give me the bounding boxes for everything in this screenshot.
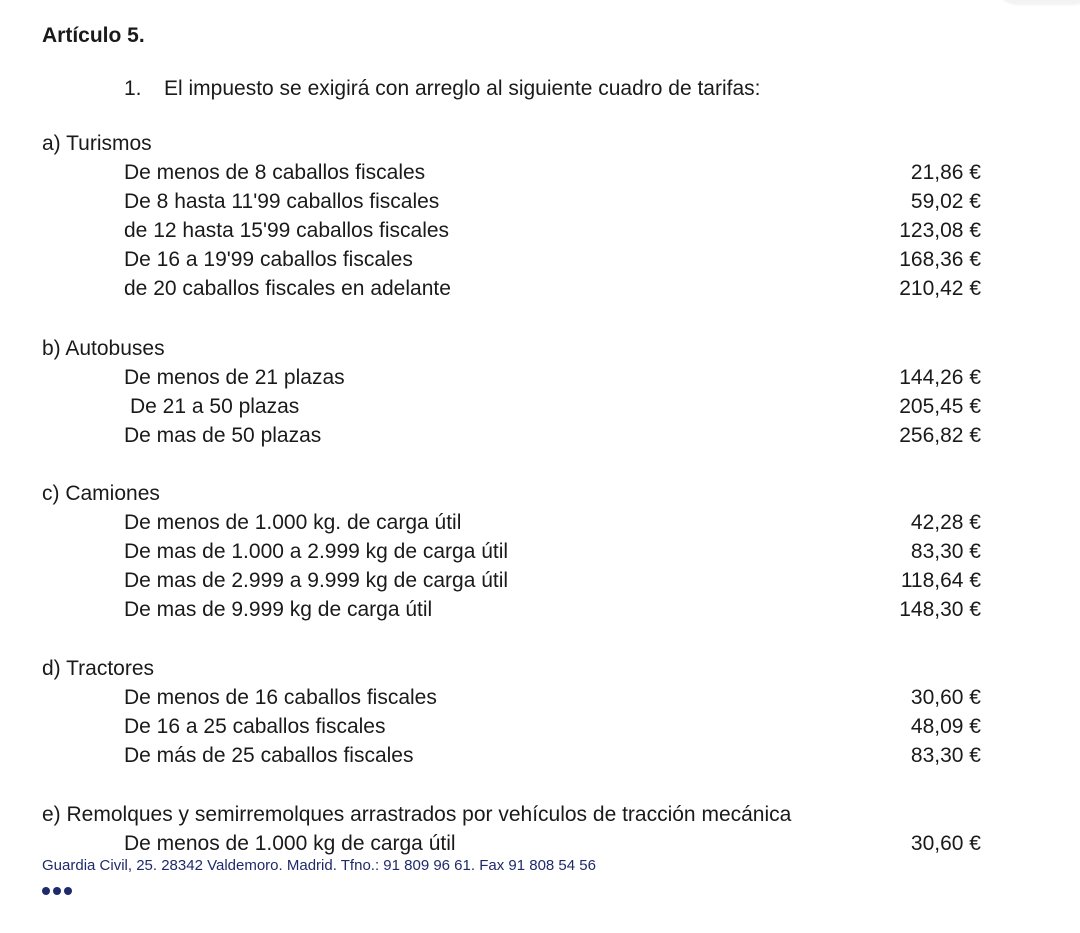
row-price: 30,60 € <box>910 686 981 709</box>
row-label: De mas de 9.999 kg de carga útil <box>124 598 433 621</box>
row-price: 148,30 € <box>899 598 981 621</box>
table-row <box>0 686 1080 715</box>
row-label: De mas de 2.999 a 9.999 kg de carga útil <box>124 569 509 592</box>
table-row <box>0 511 1080 540</box>
ellipsis-dots-icon <box>42 887 72 895</box>
table-row <box>0 744 1080 773</box>
table-row <box>0 540 1080 569</box>
table-row <box>0 424 1080 453</box>
dot <box>42 887 50 895</box>
intro-paragraph <box>124 77 761 101</box>
table-row <box>0 569 1080 598</box>
row-price: 205,45 € <box>899 395 981 418</box>
row-label: De mas de 50 plazas <box>124 424 322 447</box>
row-label: De menos de 8 caballos fiscales <box>124 161 426 184</box>
row-label: De 16 a 25 caballos fiscales <box>124 715 386 738</box>
row-price: 59,02 € <box>910 190 981 213</box>
row-label: De 8 hasta 11'99 caballos fiscales <box>124 190 440 213</box>
intro-text: El impuesto se exigirá con arreglo al siguiente cuadro de tarifas: <box>164 77 761 100</box>
section-heading: a) Turismos <box>42 132 152 155</box>
row-price: 21,86 € <box>910 161 981 184</box>
row-price: 256,82 € <box>899 424 981 447</box>
row-label: De mas de 1.000 a 2.999 kg de carga útil <box>124 540 509 563</box>
table-row <box>0 366 1080 395</box>
row-label: De más de 25 caballos fiscales <box>124 744 414 767</box>
row-label: de 12 hasta 15'99 caballos fiscales <box>124 219 450 242</box>
dot <box>64 887 72 895</box>
table-row <box>0 715 1080 744</box>
row-price: 42,28 € <box>910 511 981 534</box>
section-heading: c) Camiones <box>42 482 160 505</box>
row-price: 30,60 € <box>910 832 981 855</box>
row-price: 144,26 € <box>899 366 981 389</box>
row-label: De menos de 16 caballos fiscales <box>124 686 437 709</box>
row-label: De 16 a 19'99 caballos fiscales <box>124 248 413 271</box>
table-row <box>0 219 1080 248</box>
dot <box>53 887 61 895</box>
footer-address: Guardia Civil, 25. 28342 Valdemoro. Madrid. Tfno.: 91 809 96 61. Fax 91 808 54 56 <box>42 857 596 874</box>
intro-number: 1. <box>124 77 142 100</box>
row-price: 123,08 € <box>899 219 981 242</box>
page-corner-shape <box>990 0 1080 4</box>
table-row <box>0 277 1080 306</box>
table-row <box>0 248 1080 277</box>
row-price: 168,36 € <box>899 248 981 271</box>
row-label: de 20 caballos fiscales en adelante <box>124 277 451 300</box>
row-price: 118,64 € <box>900 569 981 592</box>
row-price: 48,09 € <box>910 715 981 738</box>
table-row <box>0 161 1080 190</box>
table-row <box>0 598 1080 627</box>
row-price: 83,30 € <box>910 540 981 563</box>
section-heading: b) Autobuses <box>42 337 165 360</box>
table-row <box>0 190 1080 219</box>
row-price: 210,42 € <box>899 277 981 300</box>
section-heading: e) Remolques y semirremolques arrastrados por vehículos de tracción mecánica <box>42 803 792 826</box>
row-label: De 21 a 50 plazas <box>130 395 300 418</box>
table-row <box>0 395 1080 424</box>
row-label: De menos de 1.000 kg de carga útil <box>124 832 456 855</box>
section-heading: d) Tractores <box>42 657 155 680</box>
row-label: De menos de 1.000 kg. de carga útil <box>124 511 462 534</box>
row-price: 83,30 € <box>910 744 981 767</box>
article-title: Artículo 5. <box>42 24 145 47</box>
row-label: De menos de 21 plazas <box>124 366 345 389</box>
